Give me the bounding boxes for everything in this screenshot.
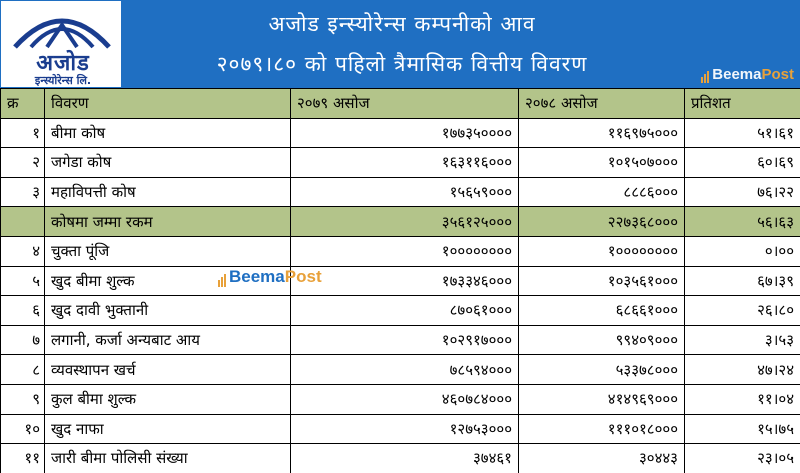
row-sn: १० [1,414,45,444]
row-sn [1,207,45,237]
row-value-2078: २२७३६८००० [519,207,685,237]
row-value-2079: १७३३४६००० [291,266,519,296]
row-value-2078: १११०१८००० [519,414,685,444]
row-value-2078: ९९४०९००० [519,325,685,355]
table-row [1,236,800,266]
row-sn: १ [1,118,45,148]
row-percent: ४७।२४ [685,355,800,385]
row-percent: ७६।२२ [685,177,800,207]
row-description: खुद दावी भुक्तानी [45,296,291,326]
table-row [1,355,800,385]
row-percent: २६।८० [685,296,800,326]
table-row [1,148,800,178]
col-header-description: विवरण [45,89,291,119]
row-value-2078: ८८८६००० [519,177,685,207]
row-description: चुक्ता पूंजि [45,236,291,266]
logo-name: अजोड [36,51,90,76]
row-value-2078: १०१५०७००० [519,148,685,178]
row-sn: ८ [1,355,45,385]
row-percent: ६०।६९ [685,148,800,178]
row-description: जारी बीमा पोलिसी संख्या [45,444,291,473]
row-value-2079: ३७४६१ [291,444,519,473]
row-sn: ५ [1,266,45,296]
row-value-2079: ३५६१२५००० [291,207,519,237]
table-row [1,384,800,414]
table-row [1,296,800,326]
row-value-2079: ७८५९४००० [291,355,519,385]
table-row [1,266,800,296]
row-description: बीमा कोष [45,118,291,148]
table-total-row [1,207,800,237]
row-value-2079: ८७०६१००० [291,296,519,326]
company-logo [0,0,122,88]
table-row [1,414,800,444]
row-description: खुद नाफा [45,414,291,444]
table-row [1,177,800,207]
row-value-2078: ५३३७८००० [519,355,685,385]
row-percent: ५६।६३ [685,207,800,237]
row-sn: २ [1,148,45,178]
logo-subtitle: इन्स्योरेन्स लि. [34,74,92,87]
table-row [1,325,800,355]
col-header-2079: २०७९ असोज [291,89,519,119]
row-description: महाविपत्ती कोष [45,177,291,207]
col-header-sn: क्र [1,89,45,119]
row-value-2079: १२७५३००० [291,414,519,444]
beemapost-watermark-top: BeemaPost [701,66,794,83]
row-value-2078: ११६९७५००० [519,118,685,148]
row-percent: २३।०५ [685,444,800,473]
table-header-row [1,89,800,119]
page-title-line1: अजोड इन्स्योरेन्स कम्पनीको आव [268,12,536,36]
row-value-2079: १६३११६००० [291,148,519,178]
row-value-2079: १५६५९००० [291,177,519,207]
row-sn: ६ [1,296,45,326]
logo-arch-icon [1,1,123,51]
table-row [1,444,800,473]
row-description: कुल बीमा शुल्क [45,384,291,414]
row-sn: ७ [1,325,45,355]
row-value-2078: ३०४४३ [519,444,685,473]
row-value-2078: १०३५६१००० [519,266,685,296]
row-value-2079: १०००००००० [291,236,519,266]
row-sn: ९ [1,384,45,414]
row-value-2078: १०००००००० [519,236,685,266]
table-row [1,118,800,148]
row-percent: ११।०४ [685,384,800,414]
row-description: कोषमा जम्मा रकम [45,207,291,237]
row-description: जगेडा कोष [45,148,291,178]
row-percent: ३।५३ [685,325,800,355]
col-header-percent: प्रतिशत [685,89,800,119]
bars-icon [218,267,227,287]
row-percent: ५१।६१ [685,118,800,148]
col-header-2078: २०७८ असोज [519,89,685,119]
row-value-2078: ४१४९६९००० [519,384,685,414]
row-sn: ४ [1,236,45,266]
row-percent: १५।७५ [685,414,800,444]
row-description: व्यवस्थापन खर्च [45,355,291,385]
row-percent: ०।०० [685,236,800,266]
financial-table [0,88,800,473]
row-sn: ११ [1,444,45,473]
row-value-2079: १०२९१७००० [291,325,519,355]
row-value-2079: १७७३५०००० [291,118,519,148]
header-banner [0,0,800,88]
row-value-2078: ६८६६१००० [519,296,685,326]
beemapost-watermark-mid: BeemaPost [218,267,322,287]
row-description: खुद बीमा शुल्क [45,266,291,296]
page-title-line2: २०७९।८० को पहिलो त्रैमासिक वित्तीय विवरण [216,52,588,76]
row-sn: ३ [1,177,45,207]
row-percent: ६७।३९ [685,266,800,296]
bars-icon [701,66,710,83]
row-description: लगानी, कर्जा अन्यबाट आय [45,325,291,355]
row-value-2079: ४६०७८४००० [291,384,519,414]
